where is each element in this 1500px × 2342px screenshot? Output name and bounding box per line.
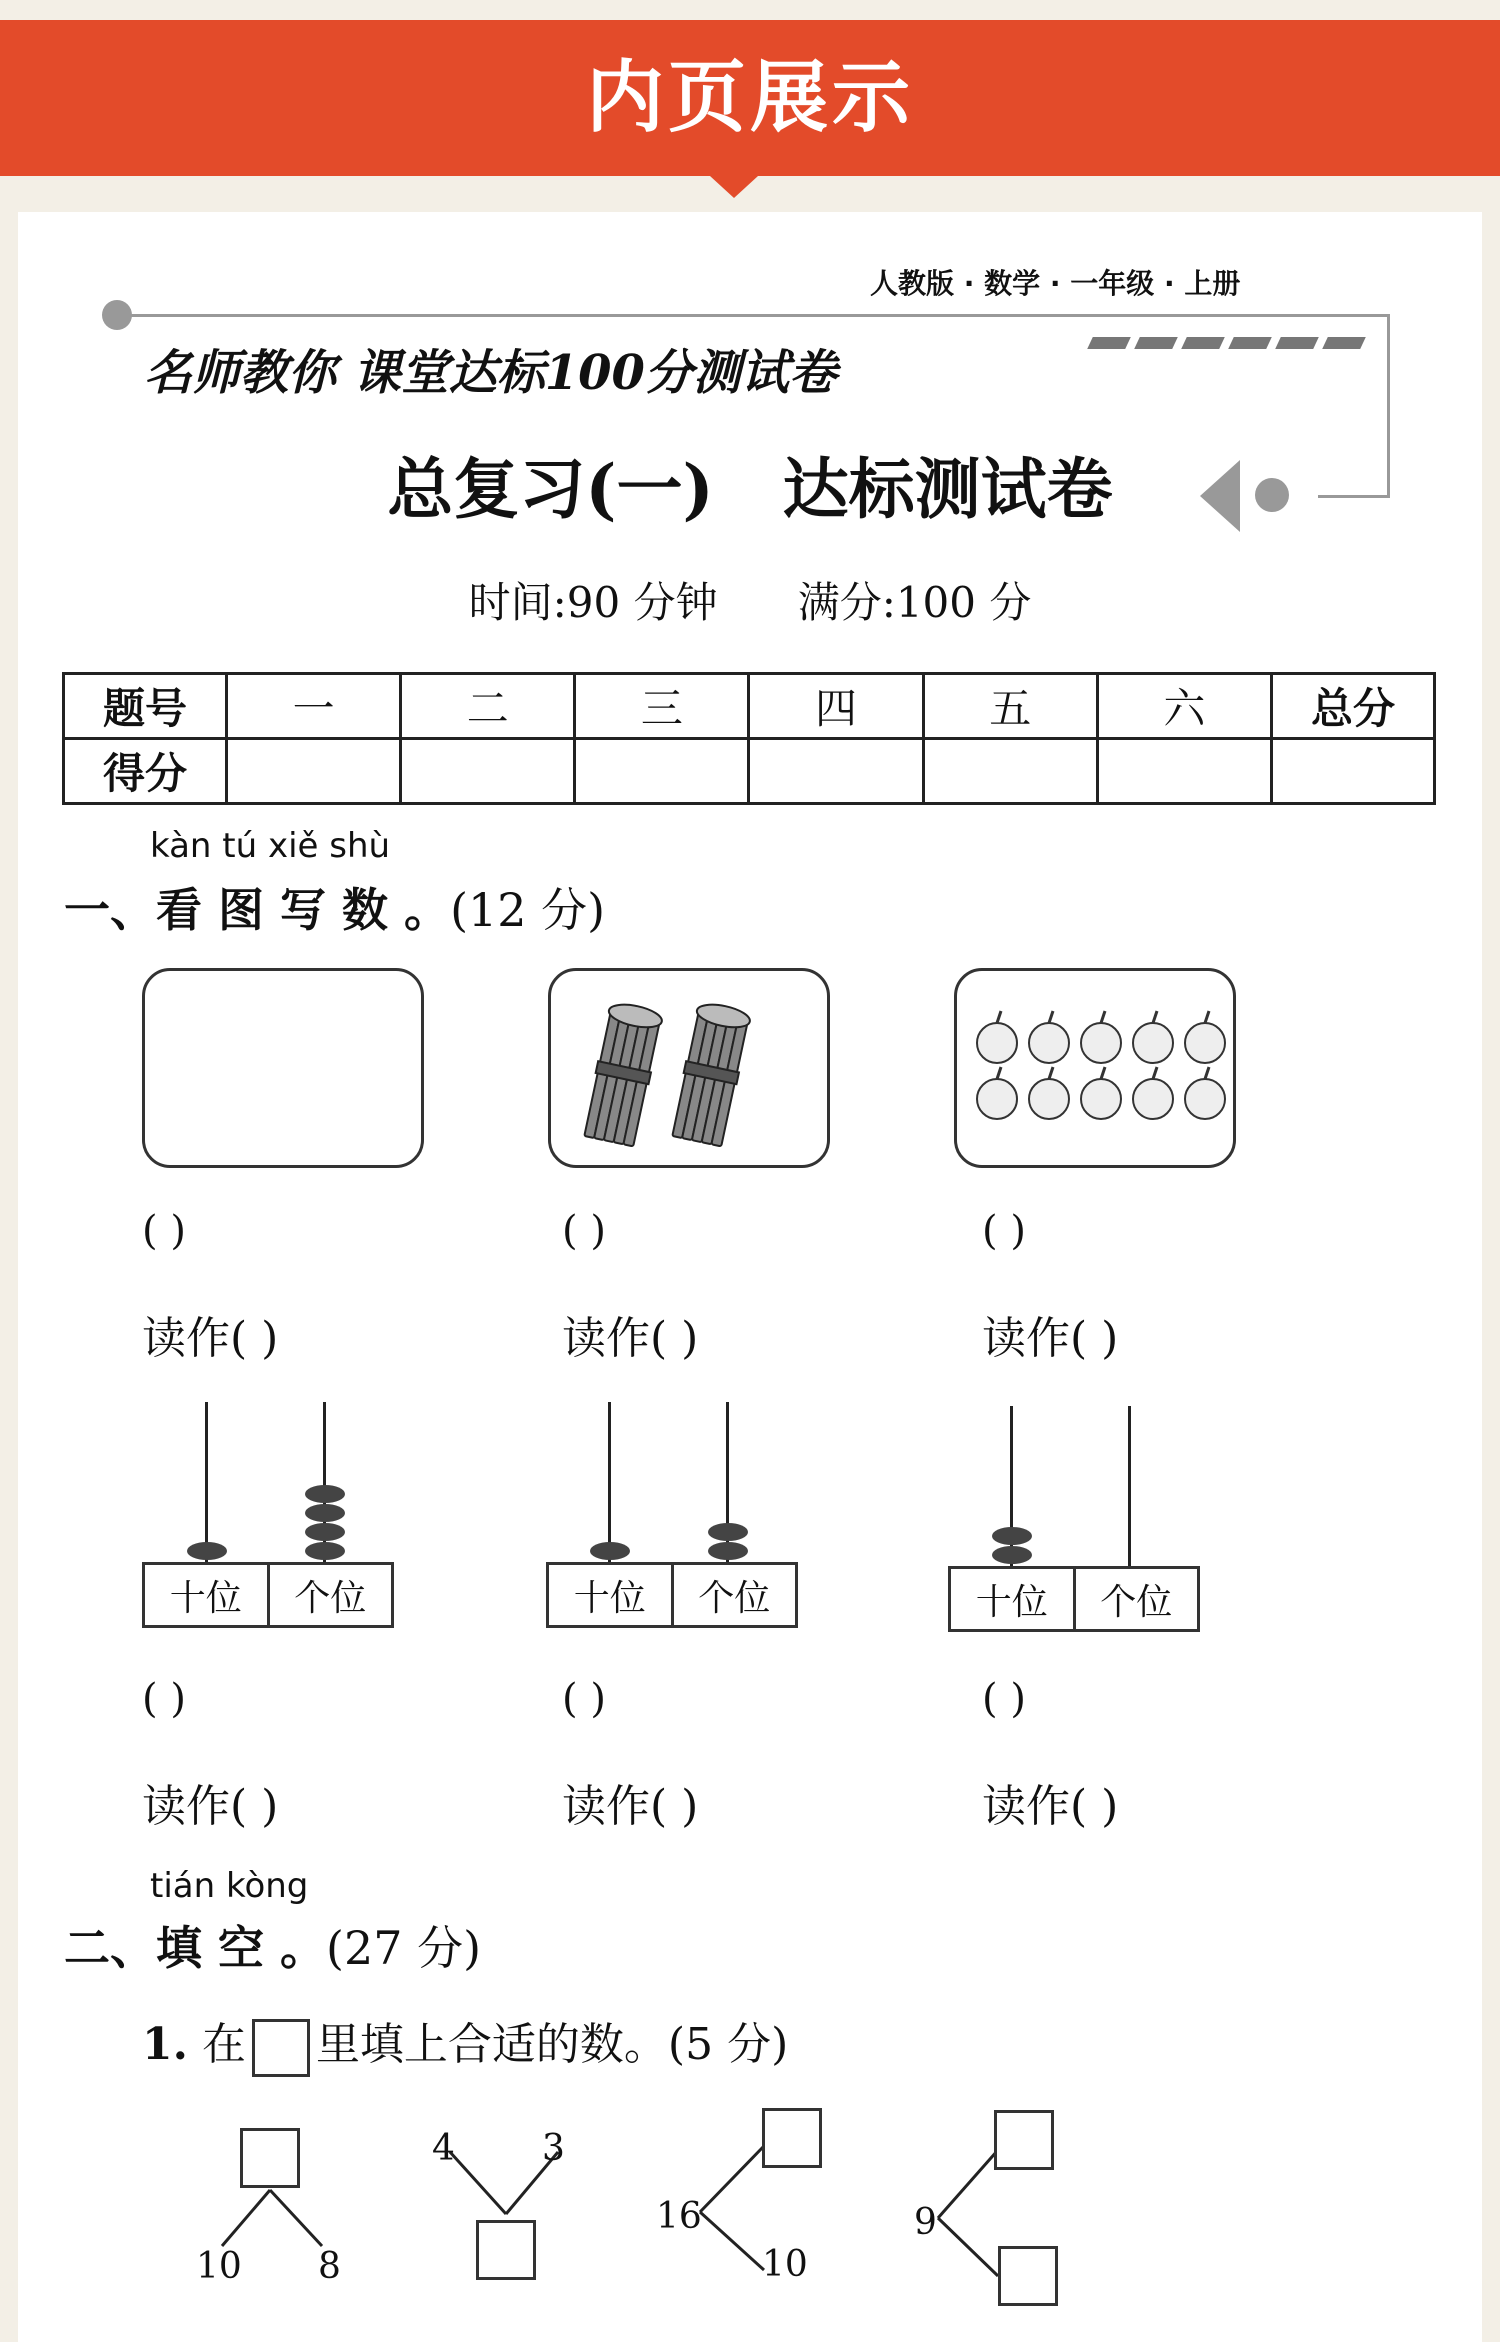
bond-part-number: 3	[542, 2128, 565, 2169]
blank-square-icon	[252, 2019, 310, 2077]
score-table-cell: 题号	[64, 674, 227, 739]
question-text-pre: 在	[201, 2019, 246, 2070]
section2-heading	[64, 1912, 481, 1978]
abacus-bead	[305, 1542, 345, 1560]
question-1	[142, 2008, 788, 2077]
ones-label: 个位	[671, 1565, 796, 1625]
section1-pinyin: kàn tú xiě shù	[150, 826, 391, 866]
bond-whole-number: 9	[914, 2202, 937, 2243]
score-table-header-row	[64, 674, 1435, 739]
read-as-blank[interactable]: 读作( )	[562, 1781, 699, 1832]
score-input-cell[interactable]	[749, 739, 923, 804]
test-title: 总复习(一) 达标测试卷	[387, 450, 1113, 528]
header-frame-line	[118, 314, 1390, 317]
score-table-cell: 四	[749, 674, 923, 739]
bond-part-number: 4	[432, 2128, 455, 2169]
bond-whole-number: 16	[656, 2196, 702, 2237]
section2-pinyin: tián kòng	[150, 1866, 309, 1906]
section2-points: (27 分)	[326, 1921, 482, 1975]
edition-label: 人教版 · 数学 · 一年级 · 上册	[870, 267, 1241, 300]
read-as-blank[interactable]: 读作( )	[562, 1313, 699, 1364]
read-as-blank[interactable]: 读作( )	[142, 1781, 279, 1832]
tens-label: 十位	[169, 1577, 242, 1619]
abacus-bead	[187, 1542, 227, 1560]
frame-dot-decoration	[102, 300, 132, 330]
series-title: 名师教你 课堂达标100分测试卷	[144, 345, 837, 401]
abacus-bead	[305, 1485, 345, 1503]
apples-icon	[957, 971, 1233, 1165]
score-table-score-row	[64, 739, 1435, 804]
abacus-place-labels	[142, 1562, 394, 1628]
answer-square[interactable]	[998, 2246, 1058, 2306]
section1-points: (12 分)	[450, 883, 606, 937]
time-and-score-line: 时间:90 分钟 满分:100 分	[468, 578, 1032, 627]
tens-label: 十位	[573, 1577, 646, 1619]
stick-bundles-icon	[551, 971, 827, 1165]
score-table-cell: 总分	[1272, 674, 1435, 739]
abacus-bead	[708, 1523, 748, 1541]
score-input-cell[interactable]	[401, 739, 575, 804]
question-text-post: 里填上合适的数。(5 分)	[315, 2019, 789, 2070]
answer-blank[interactable]: ( )	[562, 1208, 606, 1254]
read-as-blank[interactable]: 读作( )	[142, 1313, 279, 1364]
abacus-place-labels	[948, 1566, 1200, 1632]
answer-square[interactable]	[994, 2110, 1054, 2170]
banner-title: 内页展示	[585, 53, 914, 143]
abacus-bead	[305, 1504, 345, 1522]
bond-part-number: 10	[762, 2244, 808, 2285]
abacus-rod	[205, 1402, 208, 1564]
score-table-cell: 五	[923, 674, 1097, 739]
answer-blank[interactable]: ( )	[982, 1676, 1026, 1722]
answer-square[interactable]	[240, 2128, 300, 2188]
answer-blank[interactable]: ( )	[142, 1208, 186, 1254]
answer-square[interactable]	[476, 2220, 536, 2280]
abacus-place-labels	[546, 1562, 798, 1628]
tens-label: 十位	[975, 1581, 1048, 1623]
answer-blank[interactable]: ( )	[142, 1676, 186, 1722]
score-input-cell[interactable]	[575, 739, 749, 804]
abacus-bead	[590, 1542, 630, 1560]
ones-label: 个位	[267, 1565, 392, 1625]
score-table-cell: 一	[227, 674, 401, 739]
banner-pointer	[710, 176, 758, 198]
bond-part-number: 8	[318, 2246, 341, 2287]
ones-label: 个位	[1073, 1569, 1198, 1629]
abacus-bead	[305, 1523, 345, 1541]
abacus-bead	[708, 1542, 748, 1560]
score-input-cell[interactable]	[1272, 739, 1435, 804]
question-number: 1.	[142, 2019, 188, 2070]
score-input-cell[interactable]	[923, 739, 1097, 804]
score-table-cell: 二	[401, 674, 575, 739]
dash-decoration	[1090, 334, 1372, 353]
abacus-bead	[992, 1546, 1032, 1564]
abacus-rod	[1128, 1406, 1131, 1568]
score-input-cell[interactable]	[1097, 739, 1271, 804]
answer-blank[interactable]: ( )	[982, 1208, 1026, 1254]
read-as-blank[interactable]: 读作( )	[982, 1781, 1119, 1832]
score-table-cell: 六	[1097, 674, 1271, 739]
score-input-cell[interactable]	[227, 739, 401, 804]
read-as-blank[interactable]: 读作( )	[982, 1313, 1119, 1364]
bond-part-number: 10	[196, 2246, 242, 2287]
score-table	[62, 672, 1436, 805]
answer-blank[interactable]: ( )	[562, 1676, 606, 1722]
picture-box-empty	[142, 968, 424, 1168]
score-table-cell: 三	[575, 674, 749, 739]
picture-box-apples	[954, 968, 1236, 1168]
answer-square[interactable]	[762, 2108, 822, 2168]
section1-title: 一、看 图 写 数 。	[64, 883, 451, 937]
abacus-bead	[992, 1527, 1032, 1545]
score-table-cell: 得分	[64, 739, 227, 804]
picture-box-sticks	[548, 968, 830, 1168]
abacus-rod	[608, 1402, 611, 1564]
section1-heading	[64, 874, 605, 940]
section2-title: 二、填 空 。	[64, 1921, 327, 1975]
